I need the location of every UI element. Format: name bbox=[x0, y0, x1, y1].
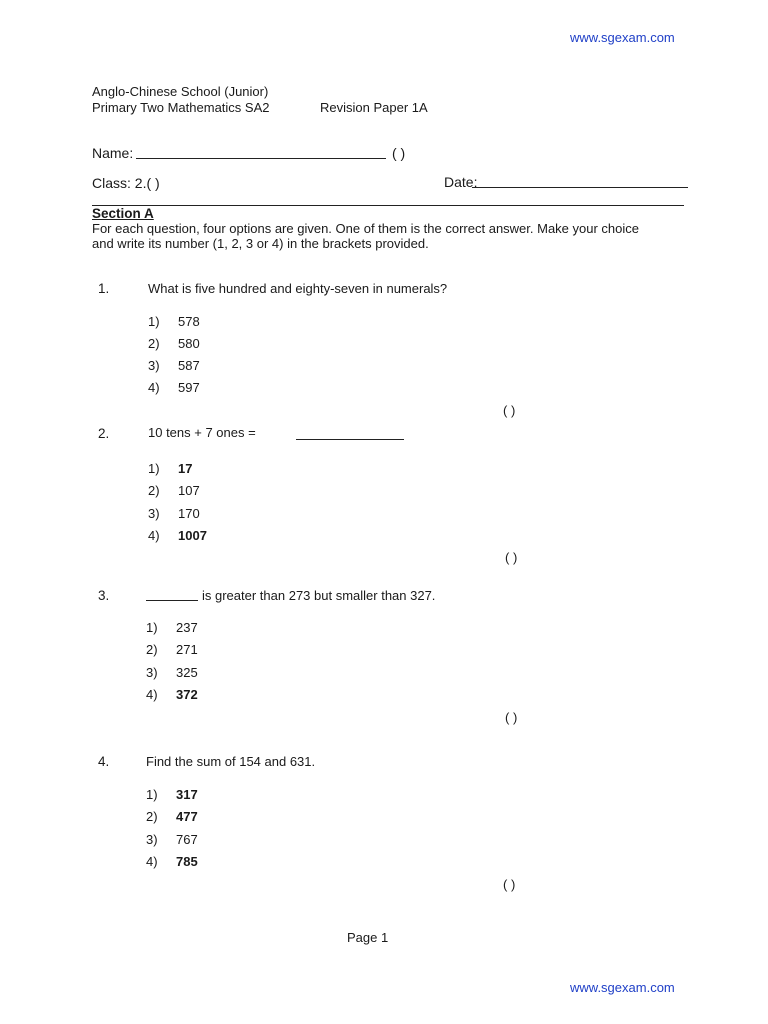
question-number: 1. bbox=[98, 281, 110, 296]
section-title: Section A bbox=[92, 206, 154, 221]
option-value: 372 bbox=[176, 687, 198, 702]
page-number: Page 1 bbox=[347, 930, 389, 945]
header-divider bbox=[92, 205, 684, 206]
school-name: Anglo-Chinese School (Junior) bbox=[92, 84, 269, 99]
question-number: 2. bbox=[98, 426, 110, 441]
option-value: 785 bbox=[176, 854, 198, 869]
option-label: 4) bbox=[148, 380, 160, 395]
answer-bracket[interactable]: ( ) bbox=[503, 403, 516, 418]
option-label: 2) bbox=[148, 336, 160, 351]
question-text: 10 tens + 7 ones = bbox=[148, 425, 256, 440]
question-number: 4. bbox=[98, 754, 110, 769]
option-label: 1) bbox=[146, 620, 158, 635]
option-label: 4) bbox=[146, 854, 158, 869]
question-text: What is five hundred and eighty-seven in numerals? bbox=[148, 281, 448, 296]
date-line bbox=[472, 187, 688, 188]
name-label: Name: bbox=[92, 145, 134, 161]
option-label: 3) bbox=[148, 506, 160, 521]
option-value: 325 bbox=[176, 665, 198, 680]
site-url-top[interactable]: www.sgexam.com bbox=[570, 30, 675, 45]
answer-blank-line[interactable] bbox=[296, 439, 404, 440]
instructions-line-1: For each question, four options are given. One of them is the correct answer. Make your choice bbox=[92, 221, 640, 236]
option-value: 1007 bbox=[178, 528, 207, 543]
option-label: 2) bbox=[146, 809, 158, 824]
option-label: 4) bbox=[146, 687, 158, 702]
option-value: 580 bbox=[178, 336, 200, 351]
option-label: 3) bbox=[148, 358, 160, 373]
question-text: Find the sum of 154 and 631. bbox=[146, 754, 316, 769]
option-value: 170 bbox=[178, 506, 200, 521]
date-label: Date: bbox=[444, 174, 478, 190]
option-value: 578 bbox=[178, 314, 200, 329]
option-label: 2) bbox=[146, 642, 158, 657]
question-text: is greater than 273 but smaller than 327. bbox=[202, 588, 436, 603]
option-label: 1) bbox=[146, 787, 158, 802]
class-label: Class: 2.( ) bbox=[92, 175, 160, 191]
answer-bracket[interactable]: ( ) bbox=[503, 877, 516, 892]
option-value: 17 bbox=[178, 461, 193, 476]
option-value: 271 bbox=[176, 642, 198, 657]
option-value: 237 bbox=[176, 620, 198, 635]
option-value: 587 bbox=[178, 358, 200, 373]
option-value: 597 bbox=[178, 380, 200, 395]
option-label: 1) bbox=[148, 314, 160, 329]
option-label: 3) bbox=[146, 832, 158, 847]
option-label: 4) bbox=[148, 528, 160, 543]
option-label: 3) bbox=[146, 665, 158, 680]
option-value: 317 bbox=[176, 787, 198, 802]
instructions-line-2: and write its number (1, 2, 3 or 4) in the brackets provided. bbox=[92, 236, 429, 251]
answer-bracket[interactable]: ( ) bbox=[505, 710, 518, 725]
name-bracket: ( ) bbox=[392, 145, 406, 161]
question-number: 3. bbox=[98, 588, 110, 603]
site-url-bottom[interactable]: www.sgexam.com bbox=[570, 980, 675, 995]
subject-title: Primary Two Mathematics SA2 bbox=[92, 100, 270, 115]
option-value: 477 bbox=[176, 809, 198, 824]
option-label: 2) bbox=[148, 483, 160, 498]
option-label: 1) bbox=[148, 461, 160, 476]
paper-title: Revision Paper 1A bbox=[320, 100, 428, 115]
option-value: 107 bbox=[178, 483, 200, 498]
answer-bracket[interactable]: ( ) bbox=[505, 550, 518, 565]
answer-blank-line[interactable] bbox=[146, 600, 198, 601]
option-value: 767 bbox=[176, 832, 198, 847]
name-line bbox=[136, 158, 386, 159]
